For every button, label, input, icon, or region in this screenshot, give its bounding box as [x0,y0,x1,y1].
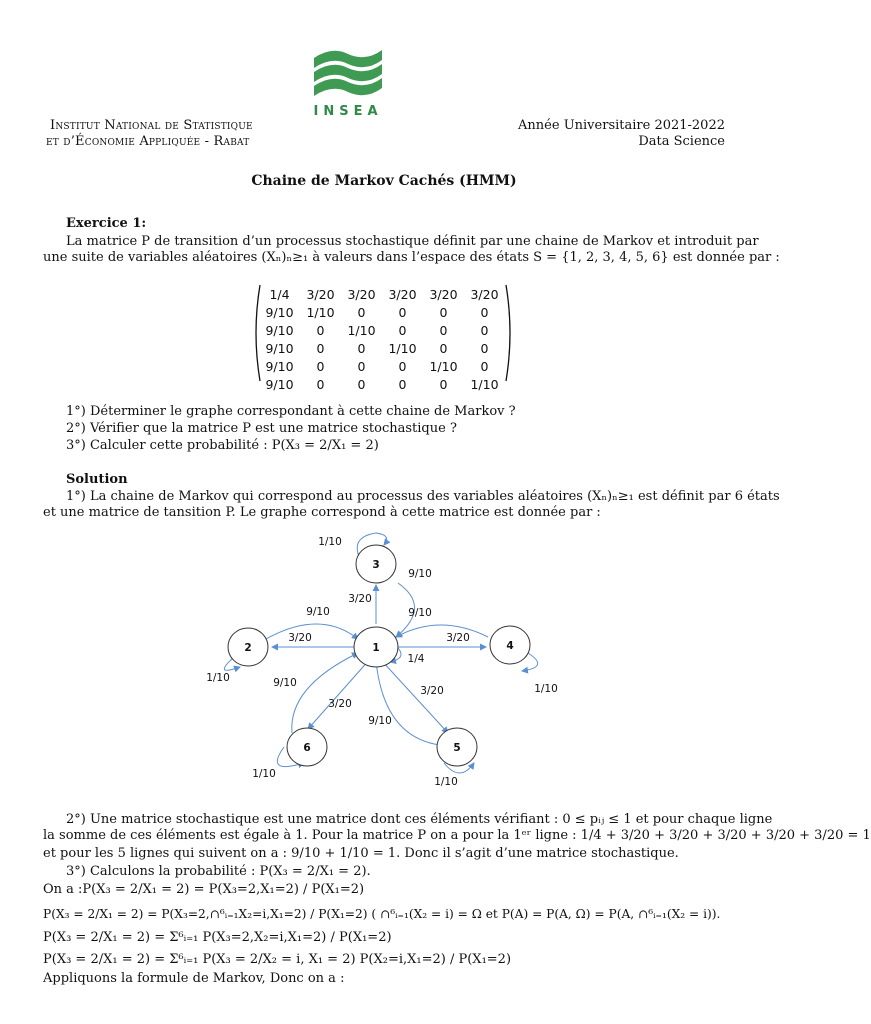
edge-1-6 [308,659,370,729]
edge-1-5 [382,661,448,733]
label-edge-4-1: 9/10 [408,607,432,619]
label-edge-3-1: 9/10 [408,568,432,580]
matrix-cell: 3/20 [429,286,458,302]
matrix-row [259,303,505,321]
solution-3-line-6: Appliquons la formule de Markov, Donc on a : [43,971,345,986]
label-edge-1-3: 3/20 [348,593,372,605]
solution-3-line-5: P(X₃ = 2/X₁ = 2) = Σ⁶ᵢ₌₁ P(X₃ = 2/X₂ = i, X₁ = 2) P(X₂=i,X₁=2) / P(X₁=2) [43,952,512,967]
matrix-cell: 1/10 [347,322,376,338]
question-2: 2°) Vérifier que la matrice P est une matrice stochastique ? [66,421,457,436]
edge-5-1 [376,661,440,745]
institute-line-2: et d’Économie Appliquée - Rabat [46,134,250,149]
solution-heading: Solution [66,472,128,487]
exercise-intro-1: La matrice P de transition d’un processus stochastique définit par une chaine de Markov et introduit par [66,234,759,249]
matrix-cell: 3/20 [306,286,335,302]
matrix-cell: 0 [398,304,407,320]
label-loop-6: 1/10 [252,768,276,780]
label-edge-6-1: 9/10 [273,677,297,689]
matrix-row [259,321,505,339]
matrix-cell: 9/10 [265,322,294,338]
matrix-cell: 0 [480,358,489,374]
logo-text: INSEA [313,104,383,119]
solution-1-line-1: 1°) La chaine de Markov qui correspond au processus des variables aléatoires (Xₙ)ₙ≥₁ est définit par 6 états [66,489,780,504]
label-loop-3: 1/10 [318,536,342,548]
matrix-cell: 3/20 [470,286,499,302]
matrix-cell: 9/10 [265,340,294,356]
program-name: Data Science [638,134,725,149]
matrix-cell: 9/10 [265,304,294,320]
label-loop-2: 1/10 [206,672,230,684]
node-label-5: 5 [453,742,461,754]
matrix-cell: 0 [439,322,448,338]
markov-graph [200,527,560,787]
solution-2-line-2: la somme de ces éléments est égale à 1. Pour la matrice P on a pour la 1ᵉʳ ligne : 1/4 + 3/20 + 3/20 + 3/20 + 3/20 + 3/20 = 1 [43,828,871,843]
matrix-cell: 0 [357,376,366,392]
edge-4-1 [396,625,488,637]
node-label-2: 2 [244,642,252,654]
solution-3-line-4: P(X₃ = 2/X₁ = 2) = Σ⁶ᵢ₌₁ P(X₃=2,X₂=i,X₁=2) / P(X₁=2) [43,930,392,945]
label-edge-2-1: 9/10 [306,606,330,618]
matrix-cell: 1/10 [470,376,499,392]
matrix-cell: 0 [316,376,325,392]
matrix-cell: 1/10 [429,358,458,374]
label-edge-5-1: 9/10 [368,715,392,727]
solution-2-line-3: et pour les 5 lignes qui suivent on a : 9/10 + 1/10 = 1. Donc il s’agit d’une matrice stochastique. [43,846,679,861]
matrix-cell: 0 [480,340,489,356]
matrix-cell: 0 [398,358,407,374]
page-title: Chaine de Markov Cachés (HMM) [251,173,517,189]
label-edge-1-5: 3/20 [420,685,444,697]
label-loop-4: 1/10 [534,683,558,695]
matrix-cell: 0 [357,340,366,356]
matrix-cell: 0 [316,358,325,374]
matrix-cell: 9/10 [265,358,294,374]
question-3: 3°) Calculer cette probabilité : P(X₃ = 2/X₁ = 2) [66,438,379,453]
matrix-row [259,375,505,393]
academic-year: Année Universitaire 2021-2022 [518,118,725,133]
node-label-6: 6 [303,742,311,754]
edge-6-1 [292,653,358,733]
solution-2-line-1: 2°) Une matrice stochastique est une matrice dont ces éléments vérifiant : 0 ≤ pᵢⱼ ≤ 1 et pour chaque ligne [66,812,773,827]
node-label-4: 4 [506,640,514,652]
matrix-cell: 0 [357,358,366,374]
matrix-cell: 9/10 [265,376,294,392]
solution-1-line-2: et une matrice de tansition P. Le graphe correspond à cette matrice est donnée par : [43,505,601,520]
insea-logo [312,44,384,124]
solution-3-line-2: On a :P(X₃ = 2/X₁ = 2) = P(X₃=2,X₁=2) / P(X₁=2) [43,882,365,897]
label-edge-1-6: 3/20 [328,698,352,710]
solution-3-line-3: P(X₃ = 2/X₁ = 2) = P(X₃=2,∩⁶ᵢ₌₁X₂=i,X₁=2) / P(X₁=2) ( ∩⁶ᵢ₌₁(X₂ = i) = Ω et P(A) = P(A, Ω) = P(A, ∩⁶ᵢ₌₁(X₂ = i)). [43,907,721,921]
matrix-cell: 1/10 [388,340,417,356]
transition-matrix [250,283,516,392]
matrix-cell: 0 [316,340,325,356]
label-edge-1-4: 3/20 [446,632,470,644]
matrix-cell: 3/20 [388,286,417,302]
node-label-1: 1 [372,642,380,654]
matrix-row [259,339,505,357]
matrix-row [259,357,505,375]
matrix-cell: 0 [439,304,448,320]
matrix-cell: 0 [398,322,407,338]
edge-2-1 [266,624,358,639]
label-loop-5: 1/10 [434,776,458,788]
exercise-intro-2: une suite de variables aléatoires (Xₙ)ₙ≥₁ à valeurs dans l’espace des états S = {1, 2, 3, 4, 5, 6} est donnée par : [43,250,780,265]
label-edge-1-2: 3/20 [288,632,312,644]
matrix-cell: 0 [480,322,489,338]
matrix-cell: 1/10 [306,304,335,320]
matrix-table [259,285,505,393]
label-self-1: 1/4 [407,653,425,665]
question-1: 1°) Déterminer le graphe correspondant à cette chaine de Markov ? [66,404,516,419]
node-label-3: 3 [372,559,380,571]
exercise-heading: Exercice 1: [66,216,147,231]
matrix-cell: 0 [439,376,448,392]
matrix-cell: 0 [480,304,489,320]
matrix-cell: 0 [439,340,448,356]
matrix-cell: 1/4 [269,286,290,302]
matrix-cell: 3/20 [347,286,376,302]
institute-line-1: Institut National de Statistique [50,118,253,133]
solution-3-line-1: 3°) Calculons la probabilité : P(X₃ = 2/X₁ = 2). [66,864,371,879]
matrix-cell: 0 [398,376,407,392]
matrix-cell: 0 [316,322,325,338]
matrix-row [259,285,505,303]
matrix-cell: 0 [357,304,366,320]
